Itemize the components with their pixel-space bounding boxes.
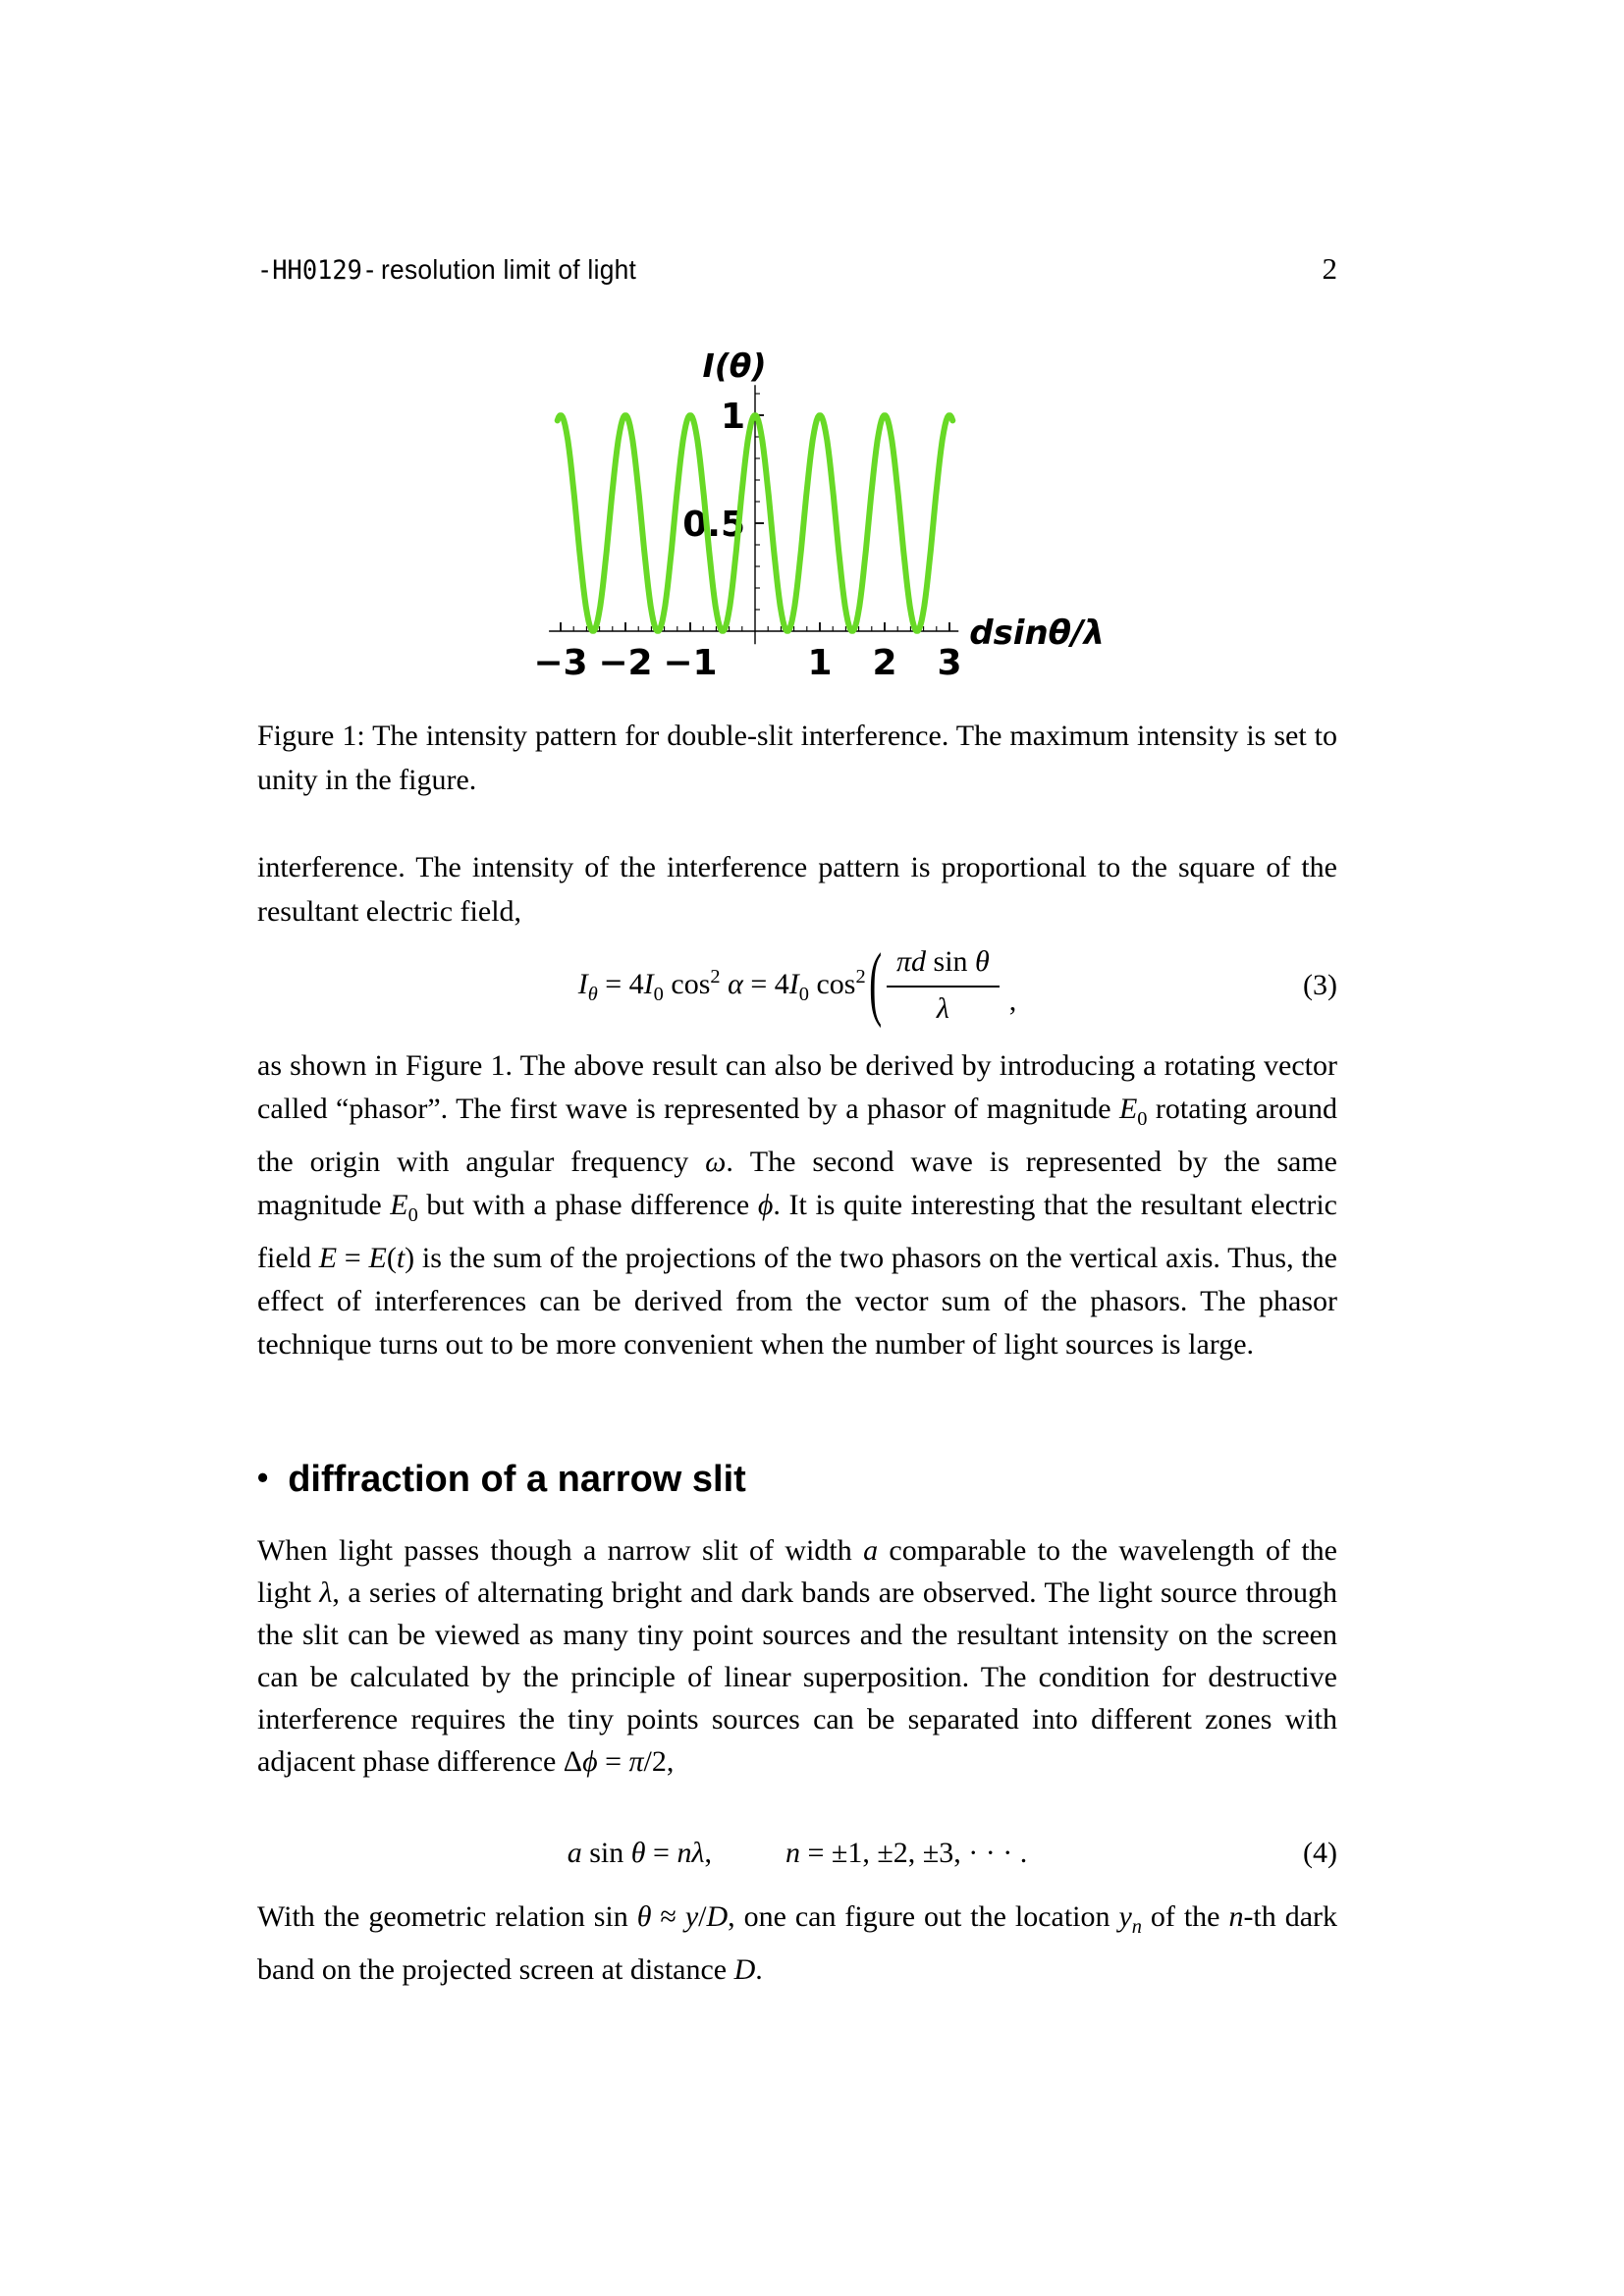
page-number: 2	[1322, 251, 1337, 286]
figure-1-chart	[530, 346, 1159, 699]
eq3-body	[577, 938, 1017, 1030]
x-axis-label: dsinθ/λ	[969, 614, 1105, 653]
eq3-lhs: $I_\theta = 4I_0$ $\cos^2 \alpha = 4I_0$ $\cos^2$	[577, 965, 866, 1005]
paragraph-narrow-slit: When light passes though a narrow slit of width a comparable to the wavelength of the light λ, a series of alternating bright and dark bands are observed. The light source through the slit can be viewed as many tiny point sources and the resultant intensity on the screen can be calculated by the principle of linear superposition. The condition for destructive interference requires the tiny points sources can be separated into different zones with adjacent phase difference Δϕ = π/2,	[257, 1534, 1337, 1778]
figure-1-caption: Figure 1: The intensity pattern for double-slit interference. The maximum intensity is set to unity in the figure.	[257, 720, 1337, 796]
eq3-numerator: πd sin θ	[895, 945, 990, 978]
equation-4	[257, 1824, 1337, 1883]
bullet-icon: •	[257, 1460, 269, 1495]
eq3-fraction	[887, 945, 1000, 1026]
x-tick-label: 3	[937, 643, 962, 683]
x-tick-label: −3	[533, 643, 588, 683]
course-code: -HH0129-	[257, 255, 378, 286]
eq3-open-paren: (	[868, 938, 882, 1030]
x-tick-label: 2	[872, 643, 897, 683]
y-tick-label: 1	[720, 397, 745, 437]
eq3-number: (3)	[1303, 969, 1337, 1001]
paragraph-geometric-relation: With the geometric relation sin θ ≈ y/D, one can figure out the location $y_n$ of the n-th dark band on the projected screen at distance D.	[257, 1900, 1338, 1986]
eq3-denominator: λ	[887, 986, 1000, 1026]
x-tick-label: −2	[598, 643, 653, 683]
page-header	[257, 251, 1337, 287]
paragraph-interference: interference. The intensity of the interference pattern is proportional to the square of the resultant electric field,	[257, 851, 1337, 928]
x-tick-label: 1	[807, 643, 833, 683]
y-tick-label: 0.5	[682, 505, 745, 545]
eq3-trailing-comma: ,	[1008, 985, 1017, 1017]
equation-3	[257, 931, 1337, 1041]
x-tick-label: −1	[663, 643, 718, 683]
eq4-number: (4)	[1303, 1837, 1337, 1869]
section-heading-diffraction	[257, 1459, 1337, 1501]
paragraph-phasor: as shown in Figure 1. The above result can also be derived by introducing a rotating vector called “phasor”. The first wave is represented by a phasor of magnitude $E_0$ rotating around the origin with angular frequency ω. The second wave is represented by the same magnitude $E_0$ but with a phase difference ϕ. It is quite interesting that the resultant electric field E = E(t) is the sum of the projections of the two phasors on the vertical axis. Thus, the effect of interferences can be derived from the vector sum of the phasors. The phasor technique turns out to be more convenient when the number of light sources is large.	[257, 1049, 1338, 1361]
section-title: diffraction of a narrow slit	[288, 1459, 746, 1500]
intensity-plot	[530, 346, 1159, 699]
running-head-title: resolution limit of light	[381, 254, 637, 285]
y-axis-label: I(θ)	[702, 347, 767, 385]
running-head	[257, 254, 636, 286]
eq4-body: a sin θ = nλ, n = ±1, ±2, ±3, · · · .	[567, 1837, 1028, 1869]
